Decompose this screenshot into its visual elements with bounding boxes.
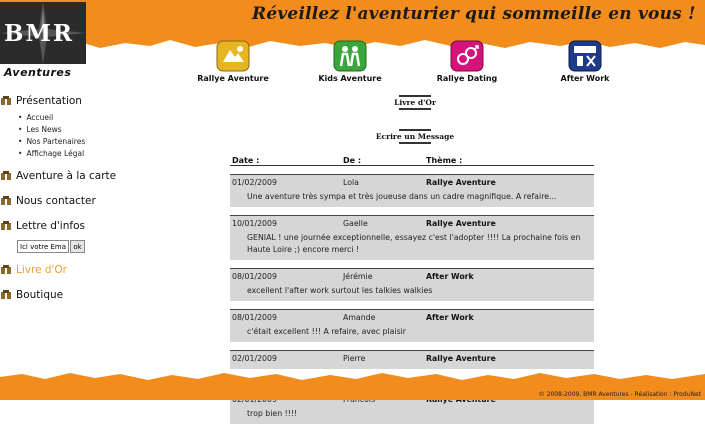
activity-after-work[interactable]	[540, 40, 630, 83]
entry-date: 01/02/2009	[232, 178, 277, 187]
sidebar-subitem-affichage-legal[interactable]: • Affichage Légal	[18, 148, 175, 160]
sidebar-item-contact[interactable]	[0, 193, 175, 209]
newsletter-email-input[interactable]	[17, 240, 69, 253]
guestbook-entry	[230, 174, 594, 207]
backpack-icon	[0, 96, 12, 106]
entry-message: excellent l'after work surtout les talkies walkies	[247, 286, 433, 295]
activity-rallye-aventure[interactable]	[188, 40, 278, 83]
entry-author: Lola	[343, 178, 359, 187]
sidebar-item-livre-or[interactable]	[0, 262, 175, 278]
ecrire-message-link[interactable]	[370, 128, 460, 145]
backpack-icon	[0, 221, 12, 231]
activity-kids-aventure[interactable]	[305, 40, 395, 83]
entry-author: Jérémie	[343, 272, 373, 281]
sidebar-item-label: Nous contacter	[16, 195, 96, 207]
logo-box	[0, 2, 86, 64]
guestbook-entry	[230, 309, 594, 342]
decor-bar	[399, 95, 431, 97]
sidebar-item-aventure-carte[interactable]	[0, 168, 175, 184]
livre-or-link[interactable]	[370, 94, 460, 111]
site-tagline: Réveillez l'aventurier qui sommeille en vous !	[252, 4, 696, 24]
entry-date: 08/01/2009	[232, 313, 277, 322]
entry-theme: After Work	[426, 313, 474, 322]
guestbook-entry	[230, 215, 594, 260]
kids-aventure-icon	[333, 40, 367, 72]
rallye-aventure-icon	[216, 40, 250, 72]
backpack-icon	[0, 265, 12, 275]
after-work-icon	[568, 40, 602, 72]
rallye-dating-icon	[450, 40, 484, 72]
header-theme: Thème :	[426, 156, 463, 165]
newsletter-form	[17, 240, 175, 253]
entry-author: Amande	[343, 313, 376, 322]
sidebar-item-label: Boutique	[16, 289, 64, 301]
activity-label: After Work	[560, 74, 610, 83]
backpack-icon	[0, 290, 12, 300]
entry-meta	[230, 312, 594, 323]
decor-bar	[399, 142, 431, 144]
entry-author: Gaelle	[343, 219, 368, 228]
sidebar-subitem-accueil[interactable]: • Accueil	[18, 112, 175, 124]
sidebar-item-label: Présentation	[16, 95, 82, 107]
sidebar-item-label: Lettre d'infos	[16, 220, 85, 232]
torn-paper-edge	[0, 369, 705, 383]
entry-meta	[230, 353, 594, 364]
activity-label: Kids Aventure	[318, 74, 382, 83]
activity-label: Rallye Dating	[436, 74, 498, 83]
ecrire-message-link-label: Ecrire un Message	[375, 132, 455, 141]
entry-theme: Rallye Aventure	[426, 178, 496, 187]
decor-bar	[399, 108, 431, 110]
sidebar-item-lettre[interactable]	[0, 218, 175, 234]
entry-date: 10/01/2009	[232, 219, 277, 228]
site-logo[interactable]	[0, 2, 86, 78]
entry-theme: After Work	[426, 272, 474, 281]
table-header	[230, 156, 594, 166]
activity-label: Rallye Aventure	[197, 74, 269, 83]
logo-text: BMR	[4, 20, 75, 47]
sidebar-nav	[0, 93, 175, 303]
logo-subtitle: Aventures	[4, 66, 72, 79]
sidebar-item-label: Livre d'Or	[16, 264, 67, 276]
guestbook-entry	[230, 268, 594, 301]
decor-bar	[399, 129, 431, 131]
backpack-icon	[0, 196, 12, 206]
entry-meta	[230, 177, 594, 188]
sidebar-item-boutique[interactable]	[0, 287, 175, 303]
entry-message: GENIAL ! une journée exceptionnelle, essayez c'est l'adopter !!!! La prochaine fois en Haute Loire ;) encore merci !	[247, 233, 581, 254]
entry-message: trop bien !!!!	[247, 409, 298, 418]
entry-theme: Rallye Aventure	[426, 219, 496, 228]
footer-banner	[0, 370, 705, 400]
entry-date: 08/01/2009	[232, 272, 277, 281]
entry-author: Pierre	[343, 354, 366, 363]
copyright-text: © 2008-2009, BMR Aventures - Réalisation : ProduNet	[538, 391, 701, 398]
sidebar-item-presentation[interactable]	[0, 93, 175, 109]
entry-date: 02/01/2009	[232, 354, 277, 363]
sidebar-subitem-partenaires[interactable]: • Nos Partenaires	[18, 136, 175, 148]
livre-or-link-label: Livre d'Or	[394, 98, 436, 107]
backpack-icon	[0, 171, 12, 181]
entry-meta	[230, 271, 594, 282]
newsletter-ok-button[interactable]: ok	[70, 240, 85, 253]
header-date: Date :	[232, 156, 260, 165]
sidebar-item-label: Aventure à la carte	[16, 170, 117, 182]
entry-message: c'était excellent !!! A refaire, avec plaisir	[247, 327, 407, 336]
sidebar-subitem-news[interactable]: • Les News	[18, 124, 175, 136]
activity-rallye-dating[interactable]	[422, 40, 512, 83]
entry-meta	[230, 218, 594, 229]
entry-theme: Rallye Aventure	[426, 354, 496, 363]
presentation-subnav	[18, 112, 175, 160]
entry-message: Une aventure très sympa et très joueuse dans un cadre magnifique. A refaire...	[247, 192, 557, 201]
header-from: De :	[343, 156, 362, 165]
